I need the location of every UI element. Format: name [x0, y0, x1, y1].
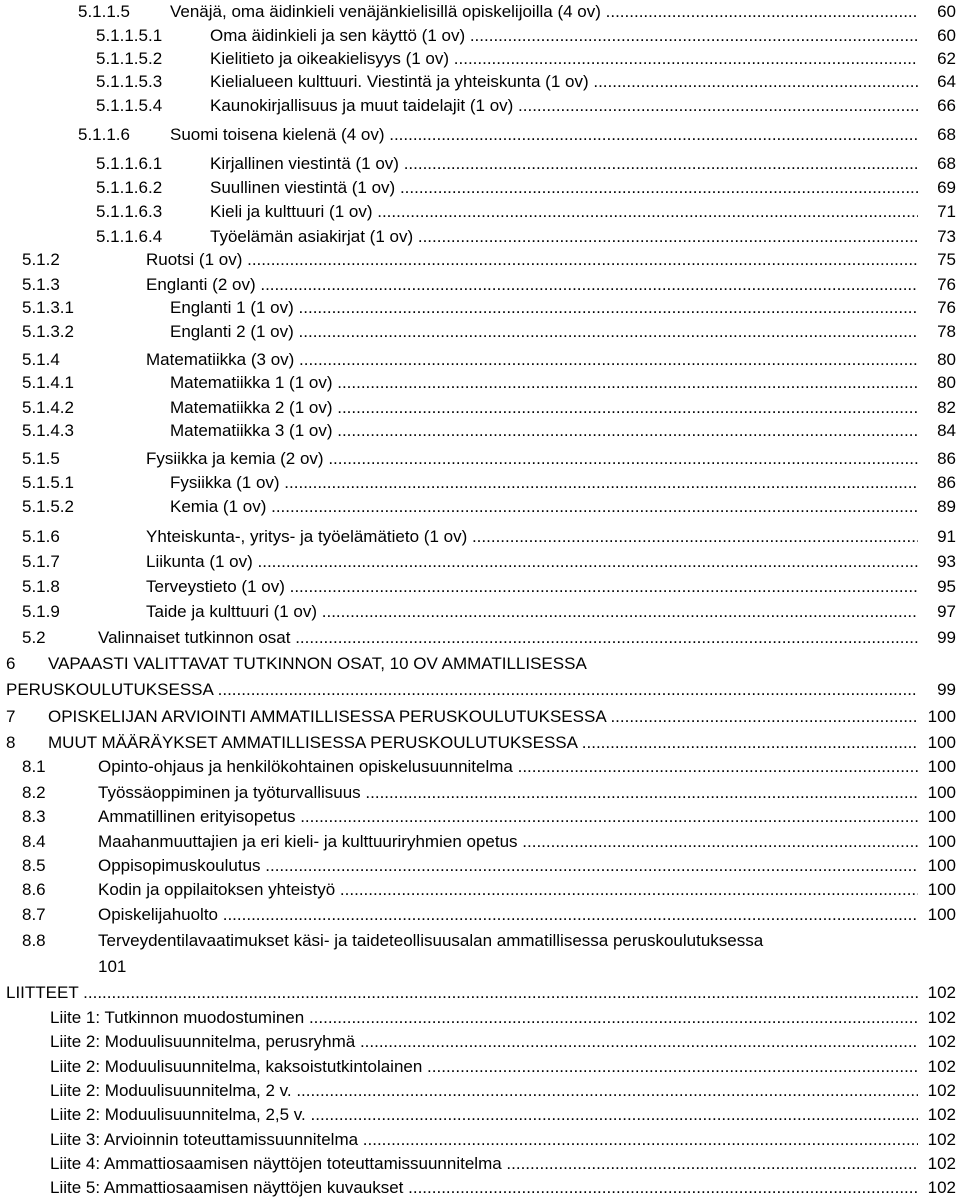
toc-entry-number: 5.1.1.5.3 [96, 72, 163, 91]
toc-entry-number: 7 [6, 707, 16, 726]
toc-entry[interactable] [0, 879, 960, 901]
toc-entry[interactable] [0, 349, 960, 371]
toc-entry[interactable] [0, 576, 960, 598]
toc-entry-number: 5.1.1.6.2 [96, 178, 163, 197]
toc-entry-page: 100 [927, 856, 956, 875]
toc-entry-page: 100 [927, 807, 956, 826]
toc-entry[interactable] [0, 930, 960, 976]
toc-entry[interactable] [0, 71, 960, 93]
toc-entry-page: 68 [937, 154, 956, 173]
toc-entry-number: 5.1.2 [22, 250, 60, 269]
toc-entry-page: 84 [937, 421, 956, 440]
toc-entry-page: 102 [927, 1081, 956, 1100]
toc-entry[interactable] [0, 397, 960, 419]
toc-entry-number: 5.2 [22, 628, 46, 647]
toc-entry-title: Suomi toisena kielenä (4 ov) ..... [170, 124, 918, 146]
toc-entry-page: 68 [937, 125, 956, 144]
toc-entry-number: 5.1.7 [22, 552, 60, 571]
toc-entry-title: Opinto-ohjaus ja henkilökohtainen opiskelusuunnitelma ..... [98, 756, 918, 778]
toc-entry-number: 8.2 [22, 783, 46, 802]
toc-entry[interactable] [0, 1031, 960, 1053]
toc-entry-title: Liite 2: Moduulisuunnitelma, 2 v. ..... [50, 1080, 918, 1102]
toc-entry-title-continued: PERUSKOULUTUKSESSA ..... [6, 679, 918, 701]
toc-entry-number: 5.1.1.5.2 [96, 49, 163, 68]
toc-entry[interactable] [0, 756, 960, 778]
toc-entry[interactable] [0, 1080, 960, 1102]
toc-entry[interactable] [0, 297, 960, 319]
toc-entry-page: 101 [98, 957, 127, 976]
toc-entry-title: Suullinen viestintä (1 ov) ..... [210, 177, 918, 199]
toc-entry-title: Kemia (1 ov) ..... [170, 496, 918, 518]
toc-entry-title: Matematiikka 3 (1 ov) ..... [170, 420, 918, 442]
toc-entry[interactable] [0, 653, 960, 675]
toc-entry[interactable] [0, 420, 960, 442]
toc-entry[interactable] [0, 855, 960, 877]
toc-entry[interactable] [0, 806, 960, 828]
toc-entry-number: 5.1.5.2 [22, 497, 74, 516]
toc-entry-number: 5.1.5.1 [22, 473, 74, 492]
toc-entry-page: 82 [937, 398, 956, 417]
toc-entry-page: 60 [937, 2, 956, 21]
toc-entry-number: 5.1.4 [22, 350, 60, 369]
toc-entry[interactable] [0, 124, 960, 146]
toc-entry[interactable] [0, 1153, 960, 1175]
toc-entry-title: Englanti (2 ov) ..... [146, 274, 918, 296]
toc-entry[interactable] [0, 472, 960, 494]
toc-entry-number: 5.1.1.5.4 [96, 96, 163, 115]
toc-entry-title: Matematiikka (3 ov) ..... [146, 349, 918, 371]
toc-entry-title: Matematiikka 2 (1 ov) ..... [170, 397, 918, 419]
toc-entry-page: 102 [927, 1057, 956, 1076]
toc-entry-number: 5.1.1.5.1 [96, 26, 163, 45]
toc-entry-page: 95 [937, 577, 956, 596]
toc-entry[interactable] [0, 1, 960, 23]
toc-entry-title: Liite 5: Ammattiosaamisen näyttöjen kuvaukset ..... [50, 1177, 918, 1199]
toc-entry-number: 5.1.1.5 [78, 2, 130, 21]
toc-entry-page: 66 [937, 96, 956, 115]
toc-entry-title: Liikunta (1 ov) ..... [146, 551, 918, 573]
toc-entry-number: 5.1.8 [22, 577, 60, 596]
toc-entry-page: 80 [937, 373, 956, 392]
toc-entry[interactable] [0, 732, 960, 754]
toc-entry-page: 60 [937, 26, 956, 45]
toc-entry-page: 73 [937, 227, 956, 246]
toc-entry-title: Opiskelijahuolto ..... [98, 904, 918, 926]
toc-entry-number: 8.4 [22, 832, 46, 851]
toc-entry-page: 86 [937, 473, 956, 492]
toc-entry[interactable] [0, 706, 960, 728]
toc-entry-number: 5.1.3.1 [22, 298, 74, 317]
toc-entry-title: LIITTEET ..... [6, 982, 918, 1004]
toc-entry-title: Maahanmuuttajien ja eri kieli- ja kulttuuriryhmien opetus ..... [98, 831, 918, 853]
toc-entry-title: Englanti 2 (1 ov) ..... [170, 321, 918, 343]
toc-entry[interactable] [0, 321, 960, 343]
toc-entry[interactable] [0, 153, 960, 175]
toc-entry[interactable] [0, 904, 960, 926]
toc-entry-title: Fysiikka (1 ov) ..... [170, 472, 918, 494]
toc-entry[interactable] [0, 25, 960, 47]
toc-entry[interactable] [0, 1056, 960, 1078]
toc-entry-title: Kodin ja oppilaitoksen yhteistyö ..... [98, 879, 918, 901]
toc-entry-title: Terveystieto (1 ov) ..... [146, 576, 918, 598]
toc-entry-title: Työelämän asiakirjat (1 ov) ..... [210, 226, 918, 248]
toc-entry-page: 76 [937, 298, 956, 317]
toc-entry-title: Liite 2: Moduulisuunnitelma, kaksoistutkintolainen ..... [50, 1056, 918, 1078]
toc-entry-title: Taide ja kulttuuri (1 ov) ..... [146, 601, 918, 623]
toc-entry-title: MUUT MÄÄRÄYKSET AMMATILLISESSA PERUSKOULUTUKSESSA ..... [48, 732, 918, 754]
toc-entry-page: 102 [927, 1178, 956, 1197]
toc-entry-title: Yhteiskunta-, yritys- ja työelämätieto (1 ov) ..... [146, 526, 918, 548]
toc-entry[interactable] [0, 601, 960, 623]
toc-entry-page: 62 [937, 49, 956, 68]
toc-entry-page: 89 [937, 497, 956, 516]
toc-entry-page: 102 [927, 983, 956, 1002]
toc-entry-page: 102 [927, 1130, 956, 1149]
toc-entry-page: 100 [927, 832, 956, 851]
toc-entry[interactable] [0, 226, 960, 248]
toc-entry-page: 80 [937, 350, 956, 369]
toc-entry[interactable] [0, 782, 960, 804]
toc-entry[interactable] [0, 1177, 960, 1199]
toc-entry-title: OPISKELIJAN ARVIOINTI AMMATILLISESSA PERUSKOULUTUKSESSA ..... [48, 706, 918, 728]
toc-entry-page: 100 [927, 733, 956, 752]
toc-entry-page: 100 [927, 757, 956, 776]
toc-entry[interactable] [0, 831, 960, 853]
toc-entry-number: 5.1.1.6.1 [96, 154, 163, 173]
toc-entry-title: Kielitieto ja oikeakielisyys (1 ov) ..... [210, 48, 918, 70]
toc-entry-number: 5.1.9 [22, 602, 60, 621]
toc-entry-page: 64 [937, 72, 956, 91]
toc-entry-title: Liite 2: Moduulisuunnitelma, 2,5 v. ..... [50, 1104, 918, 1126]
toc-entry[interactable] [0, 627, 960, 649]
toc-entry-title: Valinnaiset tutkinnon osat ..... [98, 627, 918, 649]
toc-entry[interactable] [0, 448, 960, 470]
toc-entry[interactable] [0, 1129, 960, 1151]
toc-entry[interactable] [0, 249, 960, 271]
toc-entry-title: Matematiikka 1 (1 ov) ..... [170, 372, 918, 394]
toc-entry-page: 102 [927, 1105, 956, 1124]
toc-entry-title: Liite 2: Moduulisuunnitelma, perusryhmä ..... [50, 1031, 918, 1053]
toc-entry-title: Työssäoppiminen ja työturvallisuus ..... [98, 782, 918, 804]
toc-entry-page: 91 [937, 527, 956, 546]
toc-entry-title: Kaunokirjallisuus ja muut taidelajit (1 ov) ..... [210, 95, 918, 117]
toc-entry-title: Liite 1: Tutkinnon muodostuminen ..... [50, 1007, 918, 1029]
toc-entry-page: 93 [937, 552, 956, 571]
toc-entry-title: Kielialueen kulttuuri. Viestintä ja yhteiskunta (1 ov) ..... [210, 71, 918, 93]
toc-entry-number: 5.1.6 [22, 527, 60, 546]
toc-entry[interactable] [0, 274, 960, 296]
toc-entry-title: Englanti 1 (1 ov) ..... [170, 297, 918, 319]
toc-entry-number: 5.1.4.1 [22, 373, 74, 392]
toc-entry-title: Terveydentilavaatimukset käsi- ja taideteollisuusalan ammatillisessa peruskoulutuksessa [98, 931, 764, 950]
toc-entry-continuation[interactable] [0, 679, 960, 701]
toc-entry-number: 5.1.4.3 [22, 421, 74, 440]
toc-entry-title: Oma äidinkieli ja sen käyttö (1 ov) ..... [210, 25, 918, 47]
toc-entry-title: Ammatillinen erityisopetus ..... [98, 806, 918, 828]
toc-entry[interactable] [0, 551, 960, 573]
toc-entry-number: 8.6 [22, 880, 46, 899]
toc-entry-number: 5.1.3.2 [22, 322, 74, 341]
toc-entry-page: 71 [937, 202, 956, 221]
toc-entry-title: Ruotsi (1 ov) ..... [146, 249, 918, 271]
toc-entry-title: Kirjallinen viestintä (1 ov) ..... [210, 153, 918, 175]
toc-entry-number: 5.1.1.6.3 [96, 202, 163, 221]
toc-entry[interactable] [0, 982, 960, 1004]
toc-entry-title: Fysiikka ja kemia (2 ov) ..... [146, 448, 918, 470]
toc-entry-page: 102 [927, 1008, 956, 1027]
toc-entry-number: 5.1.4.2 [22, 398, 74, 417]
toc-entry[interactable] [0, 526, 960, 548]
toc-entry-number: 8.5 [22, 856, 46, 875]
toc-entry-title: Kieli ja kulttuuri (1 ov) ..... [210, 201, 918, 223]
toc-entry-page: 100 [927, 783, 956, 802]
toc-entry[interactable] [0, 177, 960, 199]
toc-entry-page: 102 [927, 1032, 956, 1051]
toc-entry-page: 99 [937, 628, 956, 647]
toc-entry-page: 100 [927, 707, 956, 726]
toc-entry[interactable] [0, 95, 960, 117]
toc-entry[interactable] [0, 1104, 960, 1126]
toc-entry[interactable] [0, 1007, 960, 1029]
toc-entry-page: 69 [937, 178, 956, 197]
toc-entry[interactable] [0, 201, 960, 223]
toc-entry-page: 100 [927, 905, 956, 924]
toc-entry-page: 100 [927, 880, 956, 899]
toc-entry[interactable] [0, 48, 960, 70]
toc-entry-number: 8.3 [22, 807, 46, 826]
toc-entry-page: 76 [937, 275, 956, 294]
toc-entry-title: Liite 4: Ammattiosaamisen näyttöjen toteuttamissuunnitelma ..... [50, 1153, 918, 1175]
toc-entry-title: Liite 3: Arvioinnin toteuttamissuunnitelma ..... [50, 1129, 918, 1151]
toc-entry-number: 5.1.1.6.4 [96, 227, 163, 246]
toc-entry-page: 102 [927, 1154, 956, 1173]
toc-entry-number: 8.7 [22, 905, 46, 924]
toc-entry-title: Oppisopimuskoulutus ..... [98, 855, 918, 877]
toc-entry-title: Venäjä, oma äidinkieli venäjänkielisillä opiskelijoilla (4 ov) ..... [170, 1, 918, 23]
toc-entry-number: 8.1 [22, 757, 46, 776]
toc-entry-number: 5.1.5 [22, 449, 60, 468]
toc-entry-page: 99 [937, 680, 956, 699]
toc-entry[interactable] [0, 372, 960, 394]
toc-entry[interactable] [0, 496, 960, 518]
toc-entry-number: 8.8 [22, 931, 46, 950]
toc-entry-number: 5.1.1.6 [78, 125, 130, 144]
toc-entry-page: 97 [937, 602, 956, 621]
toc-entry-title: VAPAASTI VALITTAVAT TUTKINNON OSAT, 10 OV AMMATILLISESSA [48, 654, 587, 673]
toc-entry-page: 78 [937, 322, 956, 341]
toc-entry-number: 5.1.3 [22, 275, 60, 294]
toc-entry-number: 8 [6, 733, 16, 752]
toc-entry-number: 6 [6, 654, 16, 673]
toc-entry-page: 86 [937, 449, 956, 468]
toc-entry-page: 75 [937, 250, 956, 269]
